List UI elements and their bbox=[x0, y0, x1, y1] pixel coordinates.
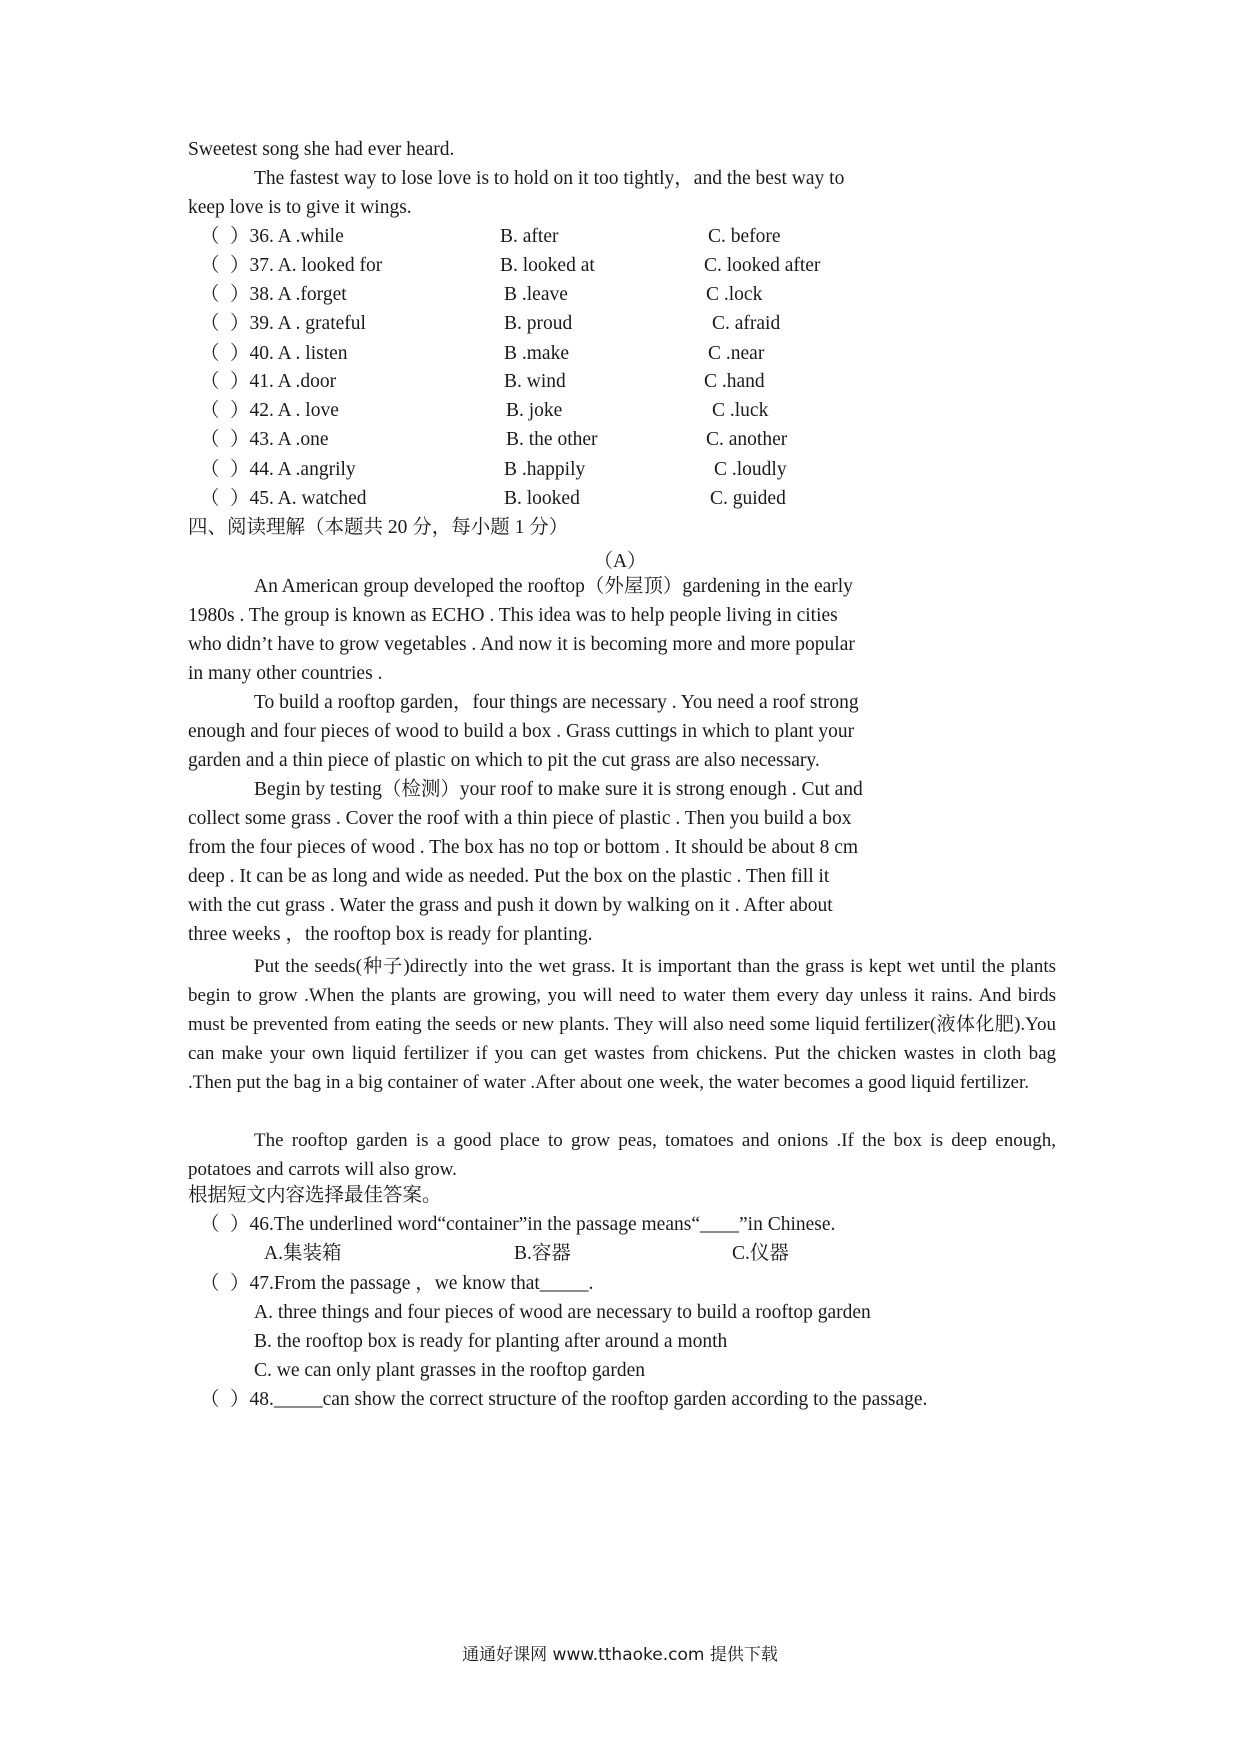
section-title: 四、阅读理解（本题共 20 分，每小题 1 分） bbox=[188, 517, 569, 538]
answer-paren: （ bbox=[200, 284, 220, 305]
option-c: C. another bbox=[706, 429, 788, 450]
instruction: 根据短文内容选择最佳答案。 bbox=[188, 1185, 442, 1206]
passage-label: （A） bbox=[593, 551, 647, 572]
option-c: C.仪器 bbox=[732, 1243, 789, 1264]
answer-paren: （ bbox=[200, 226, 220, 247]
passage-p2-line: To build a rooftop garden，four things are necessary . You need a roof strong bbox=[254, 692, 859, 713]
question-stem: ）39. A . grateful bbox=[230, 313, 366, 334]
answer-paren: （ bbox=[200, 371, 220, 392]
answer-paren: （ bbox=[200, 1273, 220, 1294]
passage-p3-line: from the four pieces of wood . The box has no top or bottom . It should be about 8 cm bbox=[188, 837, 859, 858]
answer-paren: （ bbox=[200, 488, 220, 509]
question-stem: ）38. A .forget bbox=[230, 284, 347, 305]
option-b: B. wind bbox=[504, 371, 566, 392]
question-stem: ）42. A . love bbox=[230, 400, 339, 421]
answer-paren: （ bbox=[200, 313, 220, 334]
question-stem: ）36. A .while bbox=[230, 226, 344, 247]
option-c: C. guided bbox=[710, 488, 786, 509]
intro-line-1: Sweetest song she had ever heard. bbox=[188, 139, 455, 160]
answer-paren: （ bbox=[200, 343, 220, 364]
intro-line-3: keep love is to give it wings. bbox=[188, 197, 412, 218]
question-46 bbox=[188, 1213, 1068, 1237]
cloze-item-40 bbox=[188, 342, 1038, 366]
question-47-option-b: B. the rooftop box is ready for planting after around a month bbox=[254, 1331, 728, 1352]
cloze-item-43 bbox=[188, 428, 1038, 452]
answer-paren: （ bbox=[200, 459, 220, 480]
answer-paren: （ bbox=[200, 400, 220, 421]
question-47 bbox=[188, 1272, 1038, 1296]
option-c: C .lock bbox=[706, 284, 763, 305]
question-stem: ）47.From the passage ，we know that_____. bbox=[230, 1273, 594, 1294]
passage-p3-line: Begin by testing（检测）your roof to make sure it is strong enough . Cut and bbox=[254, 779, 863, 800]
question-48 bbox=[188, 1388, 1068, 1412]
cloze-item-42 bbox=[188, 399, 1038, 423]
passage-p5: The rooftop garden is a good place to grow peas, tomatoes and onions .If the box is deep enough, potatoes and carrots will also grow. bbox=[188, 1130, 1056, 1180]
option-b: B. the other bbox=[506, 429, 598, 450]
cloze-item-37 bbox=[188, 254, 1038, 278]
question-stem: ）43. A .one bbox=[230, 429, 329, 450]
option-c: C. looked after bbox=[704, 255, 821, 276]
question-46-options bbox=[188, 1242, 1038, 1266]
answer-paren: （ bbox=[200, 255, 220, 276]
option-c: C .loudly bbox=[714, 459, 787, 480]
option-c: C. afraid bbox=[712, 313, 781, 334]
cloze-item-45 bbox=[188, 487, 1038, 511]
intro-line-2: The fastest way to lose love is to hold on it too tightly，and the best way to bbox=[254, 168, 845, 189]
cloze-item-44 bbox=[188, 458, 1038, 482]
question-stem: ）46.The underlined word“container”in the passage means“____”in Chinese. bbox=[230, 1214, 836, 1235]
cloze-item-39 bbox=[188, 312, 1038, 336]
passage-p3-line: three weeks ，the rooftop box is ready for planting. bbox=[188, 924, 593, 945]
option-b: B. looked bbox=[504, 488, 580, 509]
answer-paren: （ bbox=[200, 429, 220, 450]
passage-p3-line: with the cut grass . Water the grass and push it down by walking on it . After about bbox=[188, 895, 833, 916]
passage-p4: Put the seeds(种子)directly into the wet grass. It is important than the grass is kept wet until the plants begin to grow .When the plants are growing, you will need to water them every day unless it rains. And birds must be prevented from eating the seeds or new plants. They will also need some liquid fertilizer(液体化肥).You can make your own liquid fertilizer if you can get wastes from chickens. Put the chicken wastes in cloth bag .Then put the bag in a big container of water .After about one week, the water becomes a good liquid fertilizer. bbox=[188, 956, 1056, 1093]
passage-p1-line: 1980s . The group is known as ECHO . This idea was to help people living in cities bbox=[188, 605, 838, 626]
option-b: B. proud bbox=[504, 313, 573, 334]
option-b: B .happily bbox=[504, 459, 586, 480]
option-a: A.集装箱 bbox=[264, 1243, 342, 1264]
passage-p3-line: collect some grass . Cover the roof with a thin piece of plastic . Then you build a box bbox=[188, 808, 852, 829]
option-b: B. joke bbox=[506, 400, 563, 421]
option-c: C .near bbox=[708, 343, 765, 364]
question-stem: ）48._____can show the correct structure of the rooftop garden according to the passage. bbox=[230, 1389, 928, 1410]
cloze-item-38 bbox=[188, 283, 1038, 307]
question-stem: ）45. A. watched bbox=[230, 488, 367, 509]
option-c: C. before bbox=[708, 226, 781, 247]
cloze-item-36 bbox=[188, 225, 1038, 249]
option-c: C .hand bbox=[704, 371, 765, 392]
passage-p1-line: in many other countries . bbox=[188, 663, 383, 684]
page-footer: 通通好课网 www.tthaoke.com 提供下载 bbox=[462, 1645, 778, 1665]
question-stem: ）40. A . listen bbox=[230, 343, 348, 364]
passage-p1-line: who didn’t have to grow vegetables . And now it is becoming more and more popular bbox=[188, 634, 855, 655]
option-b: B.容器 bbox=[514, 1243, 571, 1264]
question-stem: ）44. A .angrily bbox=[230, 459, 356, 480]
cloze-item-41 bbox=[188, 370, 1038, 394]
passage-p2-line: garden and a thin piece of plastic on which to pit the cut grass are also necessary. bbox=[188, 750, 820, 771]
passage-p3-line: deep . It can be as long and wide as needed. Put the box on the plastic . Then fill it bbox=[188, 866, 830, 887]
option-b: B .make bbox=[504, 343, 569, 364]
option-b: B. looked at bbox=[500, 255, 595, 276]
passage-p2-line: enough and four pieces of wood to build a box . Grass cuttings in which to plant your bbox=[188, 721, 855, 742]
answer-paren: （ bbox=[200, 1389, 220, 1410]
option-b: B .leave bbox=[504, 284, 568, 305]
question-stem: ）41. A .door bbox=[230, 371, 337, 392]
option-c: C .luck bbox=[712, 400, 769, 421]
question-stem: ）37. A. looked for bbox=[230, 255, 383, 276]
option-b: B. after bbox=[500, 226, 559, 247]
answer-paren: （ bbox=[200, 1214, 220, 1235]
passage-p1-line: An American group developed the rooftop（外屋顶）gardening in the early bbox=[254, 576, 853, 597]
question-47-option-c: C. we can only plant grasses in the rooftop garden bbox=[254, 1360, 645, 1381]
question-47-option-a: A. three things and four pieces of wood are necessary to build a rooftop garden bbox=[254, 1302, 871, 1323]
